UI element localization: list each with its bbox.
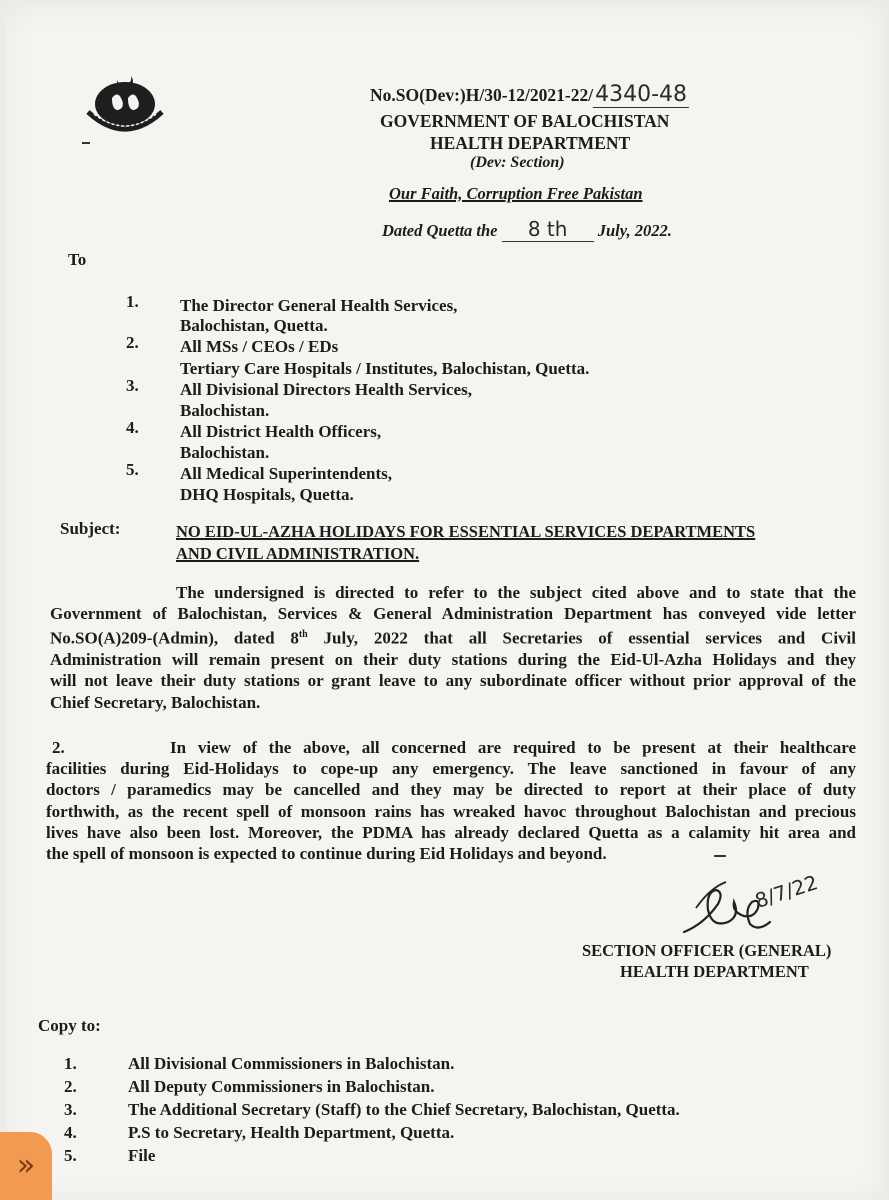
motto: Our Faith, Corruption Free Pakistan: [389, 184, 643, 203]
subject-line: NO EID-UL-AZHA HOLIDAYS FOR ESSENTIAL SERVICES DEPARTMENTS: [176, 522, 756, 541]
org-name: GOVERNMENT OF BALOCHISTAN: [380, 111, 670, 131]
copy-to-label: Copy to:: [38, 1016, 101, 1035]
logo-dash: [82, 142, 90, 144]
paragraph-line: The undersigned is directed to refer to the subject cited above and to state that the: [176, 583, 856, 602]
date-suffix: July, 2022.: [597, 221, 672, 240]
paragraph-line: lives have also been lost. Moreover, the PDMA has already declared Quetta as a calamity hit area and: [46, 822, 856, 842]
paragraph-1: [50, 582, 856, 713]
paragraph-line: facilities during Eid-Holidays to cope-up any emergency. The leave sanctioned in favour of any: [46, 759, 856, 779]
to-label: To: [68, 250, 87, 269]
recipient-number: 1.: [126, 292, 139, 311]
superscript: th: [298, 629, 308, 641]
copy-item-number: 4.: [64, 1123, 77, 1142]
copy-item: All Deputy Commissioners in Balochistan.: [128, 1077, 435, 1096]
section-name: (Dev: Section): [470, 154, 565, 171]
paragraph-line: will not leave their duty stations or grant leave to any subordinate officer without prior approval of the: [50, 671, 856, 691]
paragraph-line: Government of Balochistan, Services & General Administration Department has conveyed vide letter: [50, 604, 856, 624]
recipient-number: 4.: [126, 418, 139, 437]
paragraph-line: doctors / paramedics may be cancelled and they may be directed to report at their place of duty: [46, 780, 856, 800]
recipient-number: 3.: [126, 376, 139, 395]
recipient-line: All District Health Officers,: [180, 422, 382, 441]
reference-number-handwritten: 4340-48: [595, 82, 688, 107]
recipient-line: Balochistan, Quetta.: [180, 316, 328, 335]
copy-item: All Divisional Commissioners in Balochistan.: [128, 1054, 455, 1073]
expand-arrow-button[interactable]: [0, 1132, 52, 1200]
copy-item-number: 1.: [64, 1054, 77, 1073]
paragraph-text: No.SO(A)209-(Admin), dated 8: [50, 629, 299, 649]
subject-label: Subject:: [60, 519, 121, 538]
recipient-line: DHQ Hospitals, Quetta.: [180, 485, 354, 504]
copy-item-number: 3.: [64, 1100, 77, 1119]
date-line: [382, 217, 672, 242]
paragraph-line: Administration will remain present on their duty stations during the Eid-Ul-Azha Holidays and they: [50, 650, 856, 670]
balochistan-emblem-icon: [84, 68, 166, 138]
recipient-line: The Director General Health Services,: [180, 296, 458, 315]
recipient-line: Balochistan.: [180, 443, 270, 462]
paragraph-2: [46, 737, 856, 864]
copy-item-number: 2.: [64, 1077, 77, 1096]
paragraph-number: 2.: [52, 738, 65, 757]
recipient-line: All MSs / CEOs / EDs: [180, 337, 339, 356]
pen-mark: [714, 855, 726, 857]
paragraph-text: July, 2022 that all Secretaries of essential services and Civil: [307, 629, 856, 649]
copy-item-number: 5.: [64, 1146, 77, 1165]
document-page: [6, 6, 884, 1200]
signature-date: 8/7/22: [752, 870, 821, 913]
recipient-line: Balochistan.: [180, 401, 270, 420]
paragraph-line: the spell of monsoon is expected to continue during Eid Holidays and beyond.: [46, 844, 607, 864]
signatory-title: SECTION OFFICER (GENERAL): [582, 941, 832, 960]
paragraph-line: forthwith, as the recent spell of monsoon rains has wreaked havoc throughout Balochistan and precious: [46, 801, 856, 821]
copy-item: The Additional Secretary (Staff) to the Chief Secretary, Balochistan, Quetta.: [128, 1100, 680, 1119]
copy-item: P.S to Secretary, Health Department, Quetta.: [128, 1123, 455, 1142]
recipient-line: All Medical Superintendents,: [180, 464, 393, 483]
recipient-number: 5.: [126, 460, 139, 479]
subject-line: AND CIVIL ADMINISTRATION.: [176, 544, 420, 563]
reference-prefix: No.SO(Dev:)H/30-12/2021-22/: [370, 85, 594, 105]
reference-number: [370, 82, 689, 107]
paragraph-line: In view of the above, all concerned are required to be present at their healthcare: [170, 738, 856, 757]
recipient-number: 2.: [126, 333, 139, 352]
department-name: HEALTH DEPARTMENT: [430, 133, 631, 153]
paragraph-line: Chief Secretary, Balochistan.: [50, 692, 261, 712]
date-day-handwritten: 8 th: [502, 217, 594, 242]
paragraph-line: [50, 624, 856, 649]
signatory-department: HEALTH DEPARTMENT: [620, 962, 809, 981]
recipient-line: Tertiary Care Hospitals / Institutes, Balochistan, Quetta.: [180, 359, 590, 378]
double-chevron-right-icon: »: [16, 1148, 36, 1183]
date-prefix: Dated Quetta the: [382, 221, 498, 240]
recipient-line: All Divisional Directors Health Services,: [180, 380, 472, 399]
copy-item: File: [128, 1146, 156, 1165]
